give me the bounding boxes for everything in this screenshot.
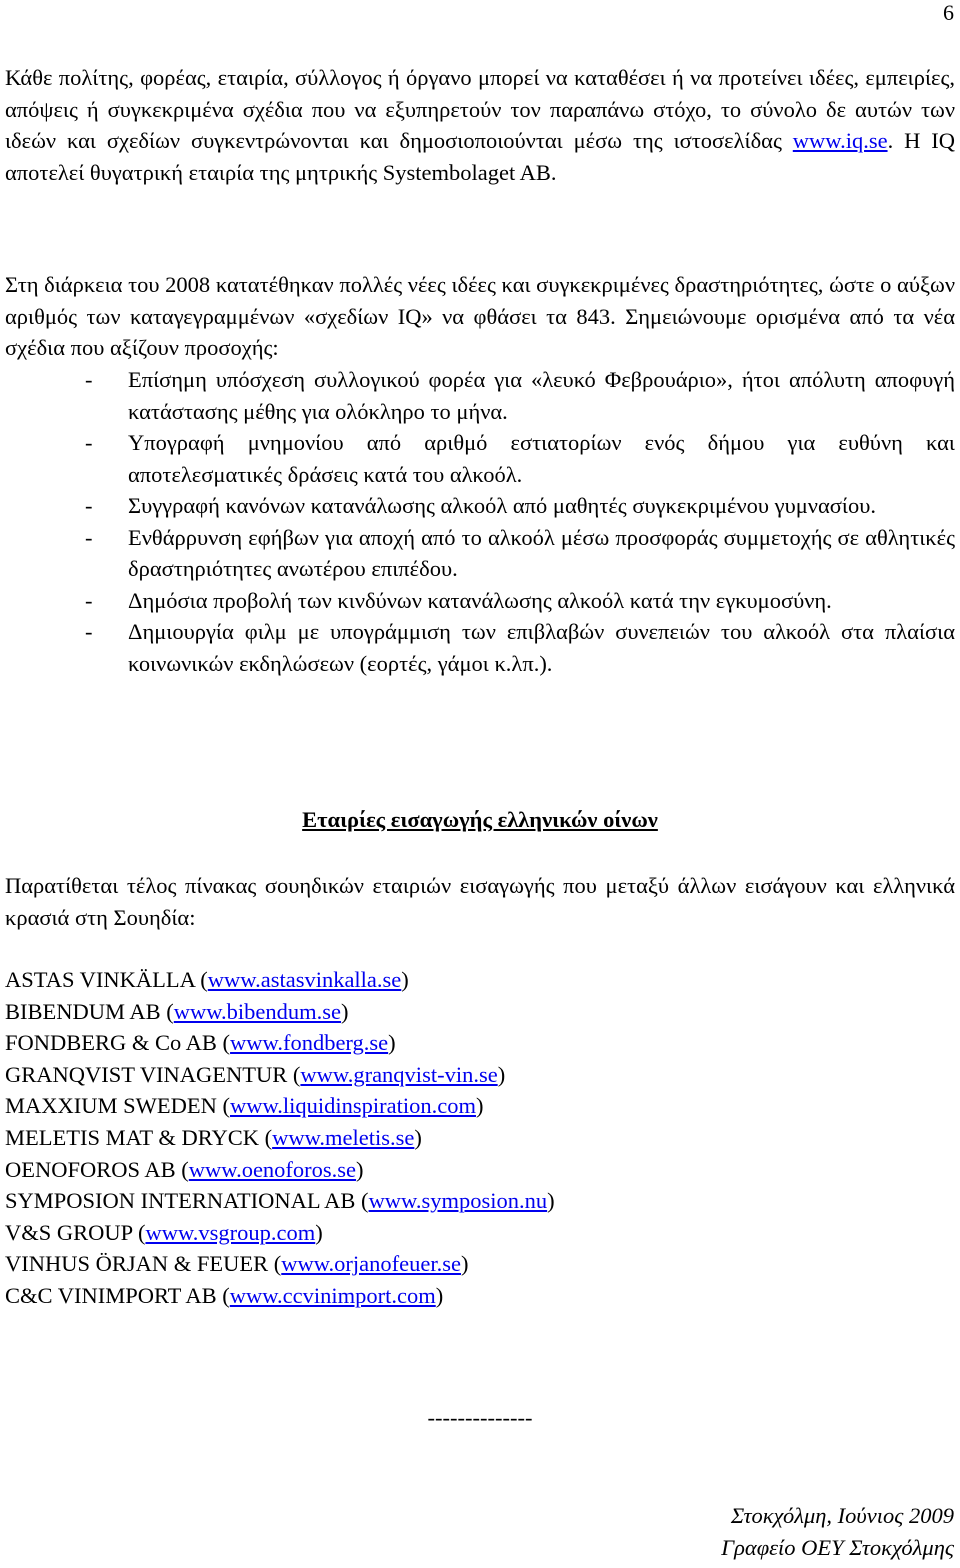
- company-item: [5, 1248, 555, 1280]
- list-item: [85, 490, 955, 522]
- company-website-link[interactable]: www.granqvist-vin.se: [300, 1061, 498, 1087]
- company-website-link[interactable]: www.fondberg.se: [230, 1030, 389, 1056]
- company-name: MAXXIUM SWEDEN (: [5, 1093, 230, 1119]
- company-name: V&S GROUP (: [5, 1219, 146, 1245]
- bullet-dash: -: [85, 587, 93, 613]
- bullet-dash: -: [85, 367, 93, 392]
- company-item: [5, 1027, 555, 1059]
- company-close-paren: ): [497, 1061, 506, 1087]
- company-name: C&C VINIMPORT AB (: [5, 1282, 230, 1308]
- company-close-paren: ): [547, 1188, 555, 1214]
- bullet-dash: -: [85, 493, 93, 518]
- list-item-text: Συγγραφή κανόνων κατανάλωσης αλκοόλ από μαθητές συγκεκριμένου γυμνασίου.: [128, 493, 876, 518]
- company-name: FONDBERG & Co AB (: [5, 1030, 231, 1056]
- signature-block: [721, 1500, 954, 1564]
- iq-website-link[interactable]: www.iq.se: [792, 128, 888, 153]
- divider: --------------: [427, 1405, 533, 1430]
- section-heading: Εταιρίες εισαγωγής ελληνικών οίνων: [302, 807, 658, 832]
- company-close-paren: ): [356, 1156, 364, 1182]
- importers-intro-paragraph: Παρατίθεται τέλος πίνακας σουηδικών εταιριών εισαγωγής που μεταξύ άλλων εισάγουν και ελληνικά κρασιά στη Σουηδία:: [5, 873, 955, 930]
- company-close-paren: ): [388, 1030, 396, 1056]
- list-item: [85, 616, 955, 679]
- company-close-paren: ): [414, 1124, 422, 1150]
- company-website-link[interactable]: www.meletis.se: [272, 1124, 415, 1150]
- company-item: [5, 1217, 555, 1249]
- importers-list: [5, 964, 555, 1312]
- page-number: 6: [943, 0, 954, 25]
- list-item: [85, 585, 955, 617]
- company-close-paren: ): [341, 998, 349, 1024]
- company-website-link[interactable]: www.ccvinimport.com: [229, 1282, 436, 1308]
- bullet-dash: -: [85, 430, 93, 455]
- list-item-text: Υπογραφή μνημονίου από αριθμό εστιατορίων ενός δήμου για ευθύνη και αποτελεσματικές δράσεις κατά του αλκοόλ.: [128, 430, 955, 487]
- company-item: [5, 1090, 555, 1122]
- company-website-link[interactable]: www.liquidinspiration.com: [229, 1093, 477, 1119]
- list-item: [85, 364, 955, 427]
- company-item: [5, 1154, 555, 1186]
- company-name: ASTAS VINKÄLLA (: [5, 967, 208, 992]
- list-item-text: Δημόσια προβολή των κινδύνων κατανάλωσης αλκοόλ κατά την εγκυμοσύνη.: [128, 587, 832, 613]
- company-website-link[interactable]: www.bibendum.se: [173, 998, 342, 1024]
- company-website-link[interactable]: www.oenoforos.se: [188, 1156, 357, 1182]
- company-close-paren: ): [435, 1282, 444, 1308]
- intro-text: Κάθε πολίτης, φορέας, εταιρία, σύλλογος ή όργανο μπορεί να καταθέσει ή να προτείνει ιδέες, εμπειρίες, απόψεις ή συγκεκριμένα σχέδια που να εξυπηρετούν τον παραπάνω στόχο, το σύνολο δε αυτών των ιδεών και σχεδίων συγκεντρώνονται και δημοσιοποιούνται μέσω της ιστοσελίδας: [5, 65, 955, 153]
- iq-projects-paragraph: Στη διάρκεια του 2008 κατατέθηκαν πολλές νέες ιδέες και συγκεκριμένες δραστηριότητες, ώστε ο αύξων αριθμός των καταγεγραμμένων «σχεδίων IQ» να φθάσει τα 843. Σημειώνουμε ορισμένα από τα νέα σχέδια που αξίζουν προσοχής:: [5, 272, 955, 360]
- company-item: [5, 996, 555, 1028]
- company-close-paren: ): [315, 1219, 323, 1245]
- intro-text-end: . Η IQ αποτελεί θυγατρική εταιρία της μητρικής Systembolaget AB.: [5, 128, 955, 185]
- company-close-paren: ): [476, 1093, 484, 1119]
- signature-office: Γραφείο ΟΕΥ Στοκχόλμης: [721, 1535, 954, 1560]
- company-close-paren: ): [461, 1251, 469, 1277]
- signature-place-date: Στοκχόλμη, Ιούνιος 2009: [730, 1503, 954, 1528]
- company-close-paren: ): [401, 967, 409, 992]
- company-item: [5, 1059, 555, 1091]
- company-website-link[interactable]: www.astasvinkalla.se: [207, 967, 402, 992]
- list-item-text: Ενθάρρυνση εφήβων για αποχή από το αλκοόλ μέσω προσφοράς συμμετοχής σε αθλητικές δραστηριότητες ανωτέρου επιπέδου.: [128, 524, 955, 581]
- company-website-link[interactable]: www.vsgroup.com: [145, 1219, 316, 1245]
- company-website-link[interactable]: www.symposion.nu: [368, 1188, 548, 1214]
- list-item: [85, 522, 955, 585]
- company-name: MELETIS MAT & DRYCK (: [5, 1124, 273, 1150]
- company-website-link[interactable]: www.orjanofeuer.se: [281, 1251, 461, 1277]
- company-name: BIBENDUM AB (: [5, 998, 174, 1024]
- list-item-text: Δημιουργία φιλμ με υπογράμμιση των επιβλαβών συνεπειών του αλκοόλ στα πλαίσια κοινωνικών εκδηλώσεων (εορτές, γάμοι κ.λπ.).: [128, 619, 955, 676]
- bullet-dash: -: [85, 524, 93, 550]
- company-item: [5, 1280, 555, 1312]
- iq-projects-list: [85, 364, 955, 679]
- company-item: [5, 1122, 555, 1154]
- company-name: SYMPOSION INTERNATIONAL AB (: [5, 1188, 369, 1214]
- list-item-text: Επίσημη υπόσχεση συλλογικού φορέα για «λευκό Φεβρουάριο», ήτοι απόλυτη αποφυγή κατάστασης μέθης για ολόκληρο το μήνα.: [128, 367, 955, 424]
- bullet-dash: -: [85, 619, 93, 644]
- company-name: OENOFOROS AB (: [5, 1156, 189, 1182]
- list-item: [85, 427, 955, 490]
- company-item: [5, 1185, 555, 1217]
- company-name: VINHUS ÖRJAN & FEUER (: [5, 1251, 282, 1277]
- intro-paragraph: [5, 62, 955, 188]
- company-item: [5, 964, 555, 996]
- company-name: GRANQVIST VINAGENTUR (: [5, 1061, 301, 1087]
